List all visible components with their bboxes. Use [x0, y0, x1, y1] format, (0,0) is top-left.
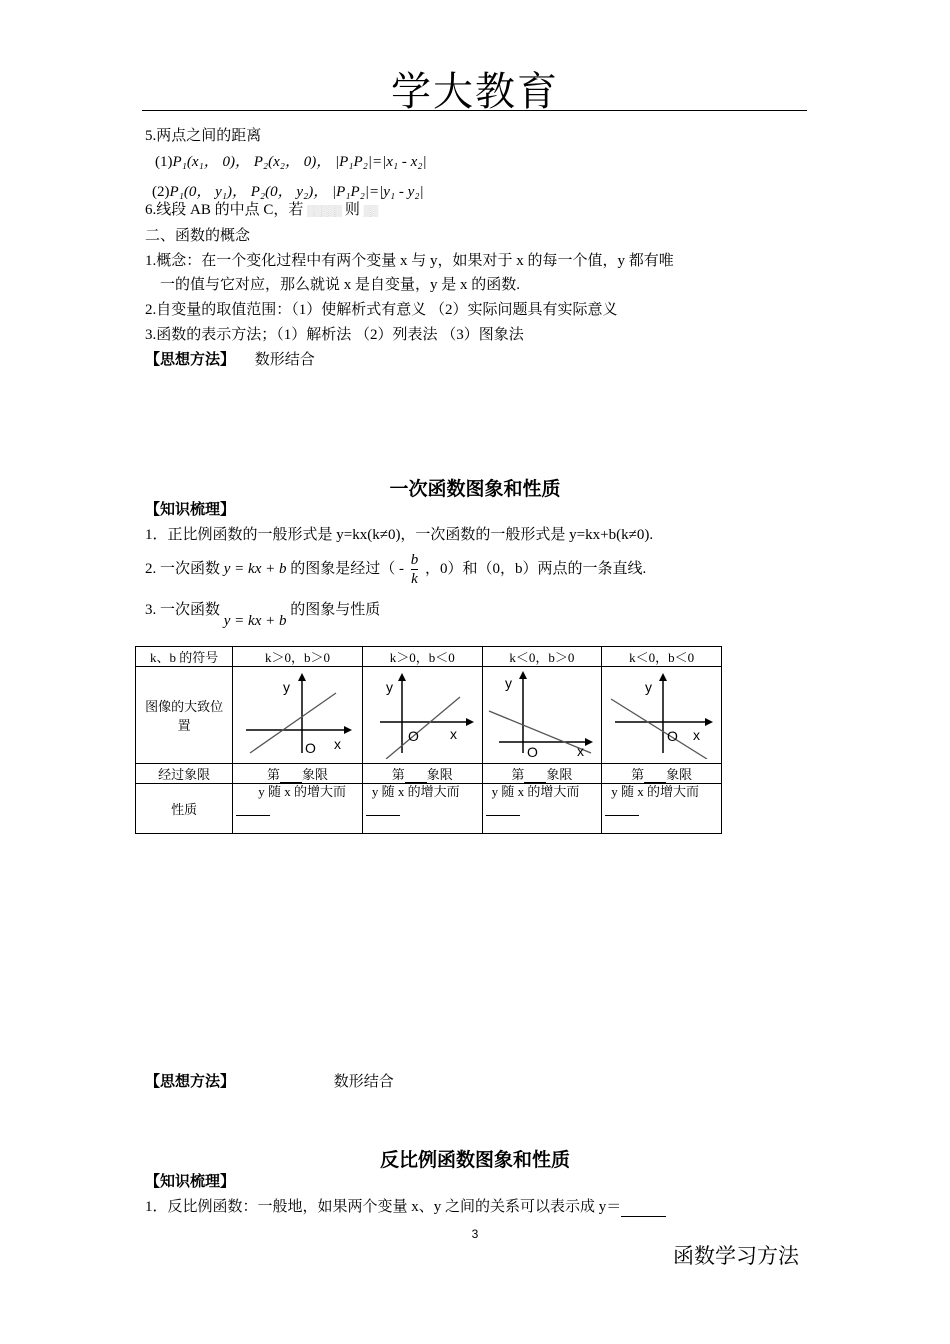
p3-lead: 3. 一次函数 — [145, 602, 221, 618]
linear-p2 — [145, 550, 646, 588]
axis-y-label: y — [505, 675, 513, 691]
graph-k-pos-b-neg — [366, 667, 479, 759]
page-header-title: 学大教育 — [391, 69, 559, 115]
formula-1-body: P₁(x₁， 0)， P₂(x₂， 0)， |P₁P₂|=|x₁ - x₂| — [172, 154, 427, 170]
concept-p1a: 1.概念：在一个变化过程中有两个变量 x 与 y，如果对于 x 的每一个值，y 都有唯 — [145, 253, 674, 269]
quadrant-cell: 第 象限 — [602, 764, 722, 784]
fraction-numerator: b — [410, 552, 419, 569]
origin-label: O — [667, 728, 679, 744]
formula-1-prefix: (1) — [155, 154, 173, 170]
axis-y-label: y — [645, 679, 653, 695]
fraction-denominator: k — [411, 571, 418, 588]
table-quadrant-row — [136, 764, 722, 784]
axis-y-label: y — [385, 679, 393, 695]
property-cell: y 随 x 的增大而 — [233, 784, 363, 834]
graph-row-label: 图像的大致位置 — [136, 667, 233, 764]
linear-method — [145, 1072, 394, 1092]
linear-p1: 1．正比例函数的一般形式是 y=kx(k≠0)，一次函数的一般形式是 y=kx+b(k≠0). — [145, 527, 654, 543]
linear-knowledge-label: 【知识梳理】 — [145, 502, 236, 518]
axis-y-label: y — [283, 679, 291, 695]
table-property-row — [136, 784, 722, 834]
property-row-label: 性质 — [136, 784, 233, 834]
faded-formula-image-2: ▒▒ — [363, 205, 378, 217]
quadrant-cell: 第 象限 — [362, 764, 482, 784]
inverse-section-title: 反比例函数图象和性质 — [379, 1149, 570, 1171]
formula-2-body: P₁(0， y₁)， P₂(0， y₂)， |P₁P₂|=|y₁ - y₂| — [169, 184, 424, 200]
faded-formula-image: ▒▒▒▒▒ — [307, 205, 342, 217]
quadrant-row-label: 经过象限 — [136, 764, 233, 784]
inverse-p1 — [145, 1197, 666, 1217]
concept-p3: 3.函数的表示方法；（1）解析法 （2）列表法 （3）图象法 — [145, 327, 524, 343]
header-rule — [142, 110, 807, 111]
sec6-midpoint — [145, 200, 377, 221]
linear-method-value: 数形结合 — [333, 1074, 394, 1090]
linear-properties-table — [135, 646, 722, 834]
concept-heading: 二、函数的概念 — [145, 228, 251, 244]
header-cell: k＜0，b＞0 — [482, 647, 602, 667]
inverse-p1-text: 1．反比例函数：一般地，如果两个变量 x、y 之间的关系可以表示成 y＝ — [145, 1199, 622, 1215]
axis-x-label: x — [334, 736, 342, 752]
axis-x-label: x — [577, 743, 585, 759]
p2-lead: 2. 一次函数 — [145, 561, 221, 577]
header-cell: k、b 的符号 — [136, 647, 233, 667]
fraction-b-over-k — [411, 551, 419, 588]
graph-cell-2 — [362, 667, 482, 764]
linear-p3 — [145, 600, 381, 629]
axis-x-label: x — [449, 726, 457, 742]
table-header-row — [136, 647, 722, 667]
linear-section-title: 一次函数图象和性质 — [389, 478, 561, 500]
graph-k-pos-b-pos — [236, 667, 359, 759]
method-value: 数形结合 — [254, 352, 315, 368]
p2-tail: ，0）和（0，b）两点的一条直线. — [424, 561, 647, 577]
quadrant-cell: 第 象限 — [233, 764, 363, 784]
formula-2-prefix: (2) — [152, 184, 170, 200]
quadrant-cell: 第 象限 — [482, 764, 602, 784]
method-label: 【思想方法】 — [145, 352, 236, 368]
property-cell: y 随 x 的增大而 — [362, 784, 482, 834]
sec5-title: 5.两点之间的距离 — [145, 128, 262, 144]
p3-formula: y = kx + b — [223, 613, 287, 629]
linear-method-label: 【思想方法】 — [145, 1074, 236, 1090]
table-graph-row — [136, 667, 722, 764]
p2-mid: 的图象是经过（ - — [290, 561, 404, 577]
graph-cell-3 — [482, 667, 602, 764]
concept-p2: 2.自变量的取值范围：（1）使解析式有意义 （2）实际问题具有实际意义 — [145, 302, 618, 318]
graph-k-neg-b-pos — [485, 667, 598, 759]
p2-formula: y = kx + b — [223, 561, 287, 577]
property-cell: y 随 x 的增大而 — [602, 784, 722, 834]
axis-x-label: x — [693, 727, 701, 743]
inverse-knowledge-label: 【知识梳理】 — [145, 1174, 236, 1190]
header-cell: k＜0，b＜0 — [602, 647, 722, 667]
p3-tail: 的图象与性质 — [290, 602, 381, 618]
origin-label: O — [305, 740, 316, 756]
page-number: 3 — [471, 1227, 479, 1241]
answer-blank — [621, 1202, 666, 1217]
header-cell: k＞0，b＞0 — [233, 647, 363, 667]
graph-k-neg-b-neg — [605, 667, 718, 759]
graph-cell-4 — [602, 667, 722, 764]
concept-method — [145, 350, 315, 370]
property-cell: y 随 x 的增大而 — [482, 784, 602, 834]
concept-p1b: 一的值与它对应，那么就说 x 是自变量，y 是 x 的函数. — [160, 277, 521, 293]
origin-label: O — [527, 744, 539, 759]
header-cell: k＞0，b＜0 — [362, 647, 482, 667]
origin-label: O — [407, 728, 419, 744]
footer-text: 函数学习方法 — [673, 1244, 799, 1268]
distance-formula-2 — [152, 182, 424, 202]
sec6-then: 则 — [344, 202, 360, 218]
graph-cell-1 — [233, 667, 363, 764]
sec6-text: 6.线段 AB 的中点 C，若 — [145, 202, 304, 218]
distance-formula-1 — [155, 152, 427, 172]
